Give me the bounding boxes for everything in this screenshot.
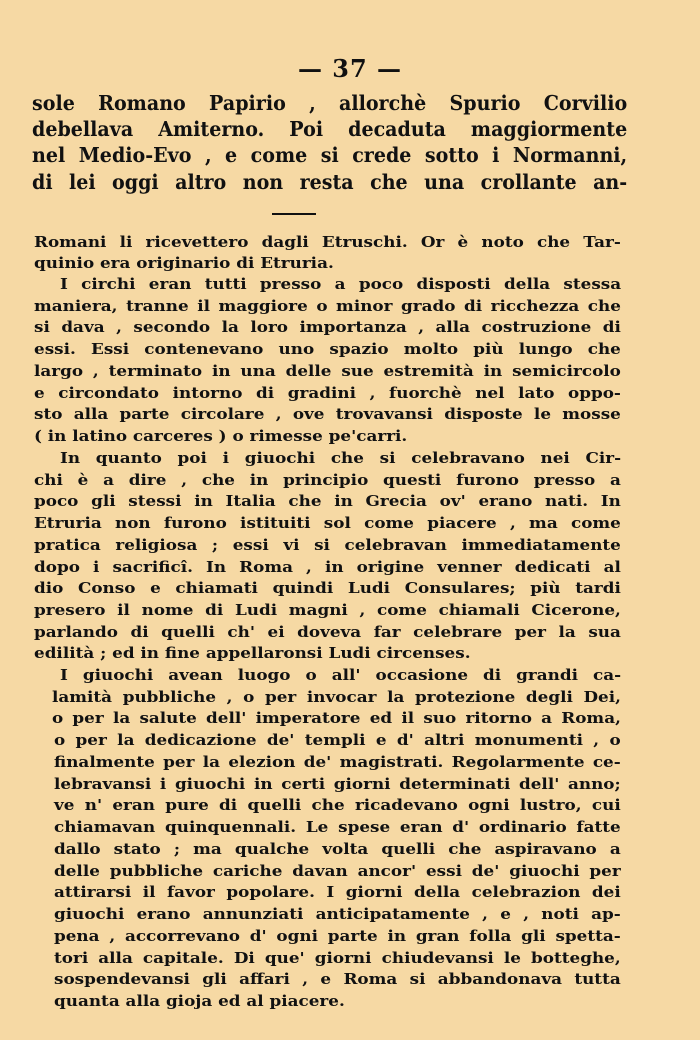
note-text-line: o per la dedicazione de' templi e d' altri monumenti , o	[54, 731, 621, 749]
note-text-line: presero il nome di Ludi magni , come chiamali Cicerone,	[34, 601, 621, 619]
note-text-line: essi. Essi contenevano uno spazio molto più lungo che	[34, 340, 621, 358]
note-text-line: attirarsi il favor popolare. I giorni della celebrazion dei	[54, 883, 621, 901]
note-text-line: finalmente per la elezion de' magistrati. Regolarmente ce-	[54, 753, 621, 771]
note-text-line: pena , accorrevano d' ogni parte in gran folla gli spetta-	[54, 927, 621, 945]
note-text-line: dio Conso e chiamati quindi Ludi Consulares; più tardi	[34, 579, 621, 597]
note-text-line: largo , terminato in una delle sue estremità in semicircolo	[34, 362, 621, 380]
main-text-line: di lei oggi altro non resta che una crollante an-	[32, 170, 628, 194]
note-text-line: parlando di quelli ch' ei doveva far celebrare per la sua	[34, 623, 621, 641]
note-text-line: giuochi erano annunziati anticipatamente , e , noti ap-	[54, 905, 621, 923]
note-text-line: I giuochi avean luogo o all' occasione di grandi ca-	[60, 666, 622, 684]
note-text-line: dallo stato ; ma qualche volta quelli che aspiravano a	[54, 840, 621, 858]
note-text-line: delle pubbliche cariche davan ancor' essi de' giuochi per	[54, 862, 621, 880]
note-text-line: o per la salute dell' imperatore ed il suo ritorno a Roma,	[52, 709, 621, 727]
note-text-line: sospendevansi gli affari , e Roma si abbandonava tutta	[54, 970, 621, 988]
note-text-line: In quanto poi i giuochi che si celebravano nei Cir-	[60, 449, 622, 467]
note-text-line: pratica religiosa ; essi vi si celebravan immediatamente	[34, 536, 621, 554]
note-text-line: dopo i sacrificî. In Roma , in origine venner dedicati al	[34, 558, 621, 576]
note-text-line: lebravansi i giuochi in certi giorni determinati dell' anno;	[54, 775, 621, 793]
note-text-line: I circhi eran tutti presso a poco disposti della stessa	[60, 275, 622, 293]
note-text-line: ve n' eran pure di quelli che ricadevano ogni lustro, cui	[54, 796, 621, 814]
note-text-line: edilità ; ed in fine appellaronsi Ludi circenses.	[34, 644, 471, 662]
note-text-line: quanta alla gioja ed al piacere.	[54, 992, 345, 1010]
note-text-line: poco gli stessi in Italia che in Grecia ov' erano nati. In	[34, 492, 621, 510]
note-text-line: maniera, tranne il maggiore o minor grado di ricchezza che	[34, 297, 621, 315]
note-text-line: e circondato intorno di gradini , fuorchè nel lato oppo-	[34, 384, 621, 402]
footnote-separator	[272, 213, 316, 215]
note-text-line: quinio era originario di Etruria.	[34, 254, 334, 272]
note-text-line: chiamavan quinquennali. Le spese eran d' ordinario fatte	[54, 818, 621, 836]
note-text-line: Romani li ricevettero dagli Etruschi. Or è noto che Tar-	[34, 233, 621, 251]
main-text-line: sole Romano Papirio , allorchè Spurio Corvilio	[32, 91, 628, 115]
main-text-line: nel Medio-Evo , e come si crede sotto i Normanni,	[32, 143, 628, 167]
note-text-line: ( in latino carceres ) o rimesse pe'carri.	[34, 427, 408, 445]
note-text-line: lamità pubbliche , o per invocar la protezione degli Dei,	[52, 688, 621, 706]
main-text-line: debellava Amiterno. Poi decaduta maggiormente	[32, 117, 628, 141]
note-text-line: Etruria non furono istituiti sol come piacere , ma come	[34, 514, 621, 532]
note-text-line: tori alla capitale. Di que' giorni chiudevansi le botteghe,	[54, 949, 621, 967]
page-number: — 37 —	[297, 54, 403, 83]
note-text-line: sto alla parte circolare , ove trovavansi disposte le mosse	[34, 405, 621, 423]
note-text-line: chi è a dire , che in principio questi furono presso a	[34, 471, 621, 489]
note-text-line: si dava , secondo la loro importanza , alla costruzione di	[34, 318, 621, 336]
